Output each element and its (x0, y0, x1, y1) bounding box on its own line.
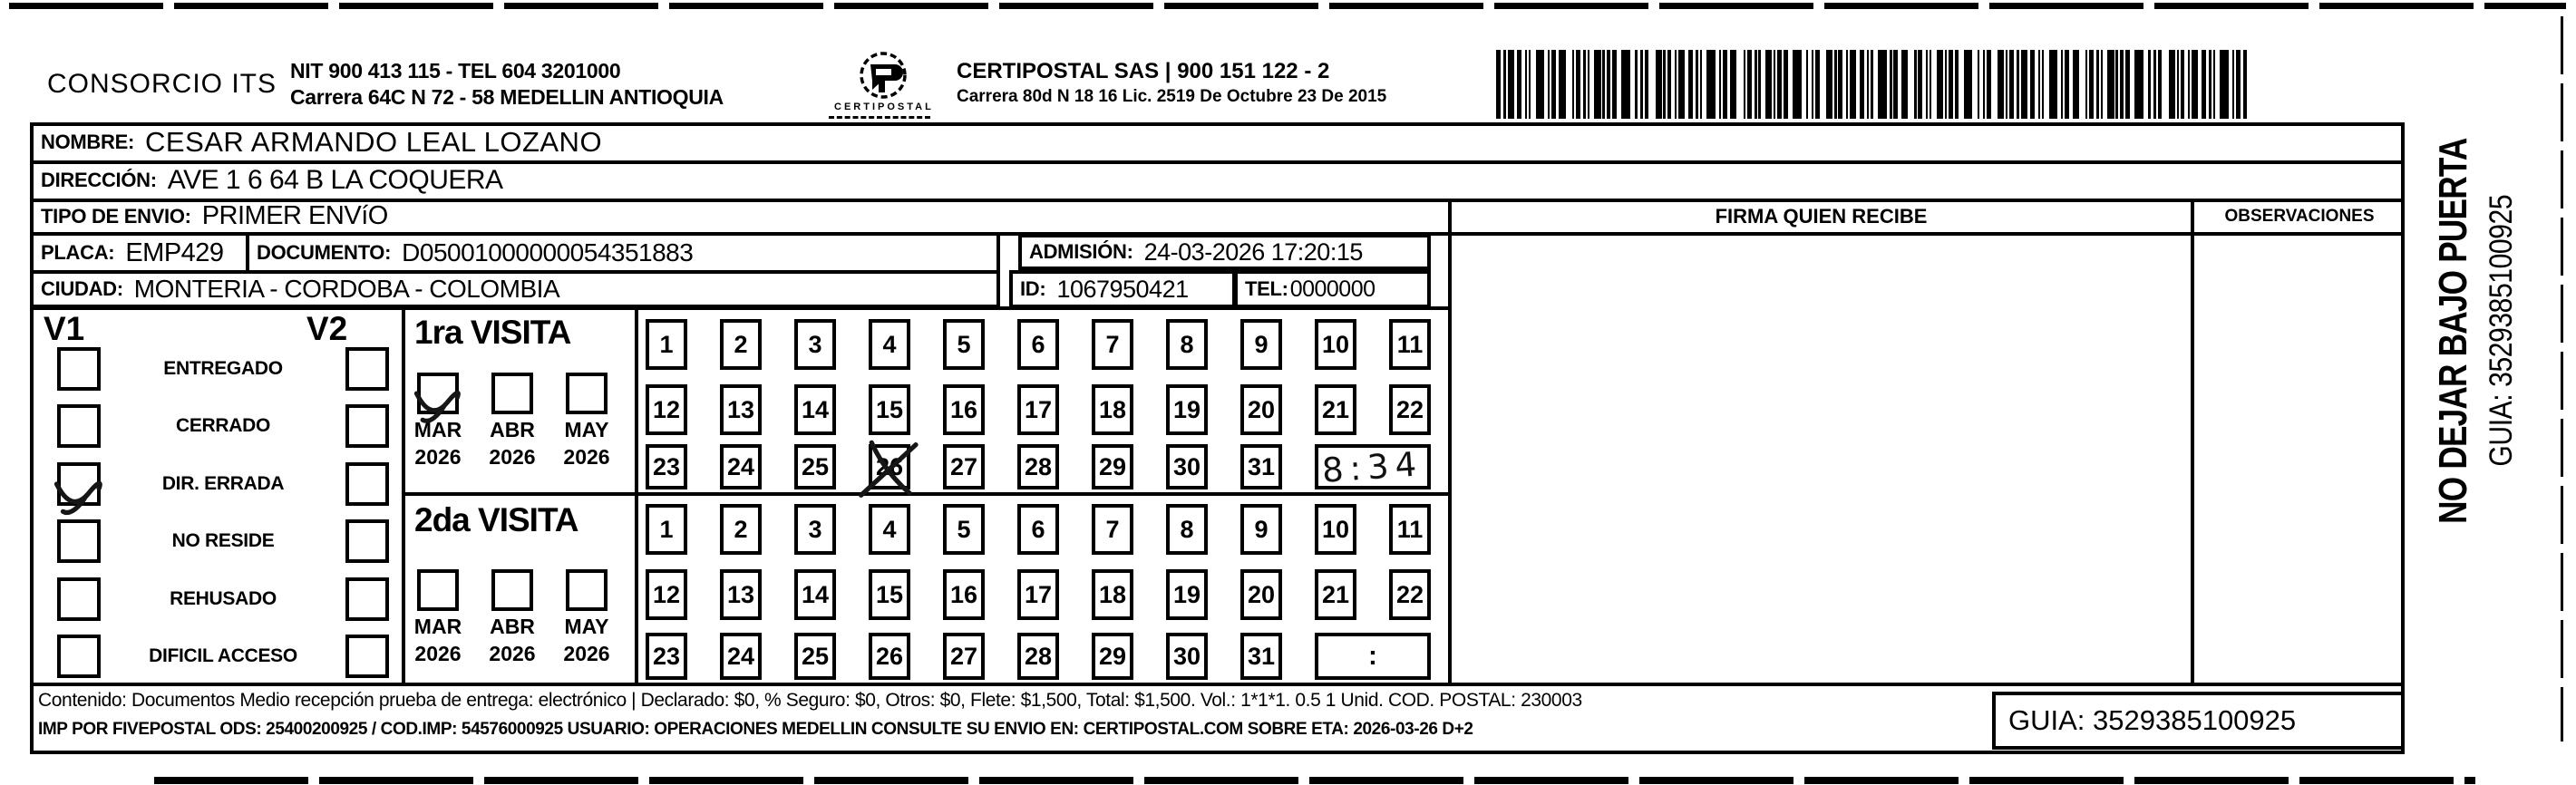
day-cell-9: 9 (1240, 504, 1282, 555)
barcode-bar (1719, 50, 1721, 119)
day-cell-4: 4 (869, 504, 910, 555)
barcode-bar (2232, 50, 2234, 119)
v1-checkbox-dir-errada (57, 462, 101, 506)
month-checkbox-mar (417, 569, 459, 611)
barcode-bar (1878, 50, 1887, 119)
v1-checkbox-rehusado (57, 577, 101, 621)
v1-checkbox-cerrado (57, 404, 101, 448)
handwritten-check-mark (413, 369, 462, 418)
day-cell-11: 11 (1389, 504, 1431, 555)
barcode-bar (2085, 50, 2087, 119)
day-cell-2: 2 (720, 504, 762, 555)
barcode-bar (2177, 50, 2179, 119)
day-cell-19: 19 (1166, 384, 1208, 435)
day-cell-29: 29 (1092, 633, 1133, 680)
barcode-bar (1838, 50, 1842, 119)
v2-checkbox-cerrado (345, 404, 389, 448)
day-row-3 (646, 633, 1431, 680)
barcode-bar (2213, 50, 2215, 119)
barcode-bar (1602, 50, 1604, 119)
day-cell-6: 6 (1017, 504, 1059, 555)
time-box-colon: : (1368, 641, 1377, 671)
barcode-bar (1758, 50, 1760, 119)
barcode-bar (1955, 50, 1959, 119)
barcode-bar (1850, 50, 1856, 119)
barcode-bar (1583, 50, 1585, 119)
barcode-bar (1926, 50, 1928, 119)
certipostal-logo (834, 51, 934, 121)
barcode-bar (1978, 50, 1979, 119)
day-cell-22: 22 (1389, 569, 1431, 620)
first-visit-title: 1ra VISITA (414, 314, 571, 351)
barcode-bar (1635, 50, 1637, 119)
v1-checkbox-entregado (57, 347, 101, 391)
scan-line-bottom (154, 777, 2475, 784)
second-visit-months (413, 569, 612, 665)
barcode-bar (2073, 50, 2079, 119)
barcode-bar (1777, 50, 1782, 119)
footer-line2: IMP POR FIVEPOSTAL ODS: 25400200925 / COD.IMP: 54576000925 USUARIO: OPERACIONES MEDELLIN CONSULTE SU ENVIO EN: CERTIPOSTAL.COM SOBRE ETA: 2026-03-26 D+2 (38, 720, 1473, 739)
day-cell-3: 3 (794, 504, 836, 555)
day-cell-10: 10 (1315, 319, 1356, 370)
v2-checkbox-entregado (345, 347, 389, 391)
barcode-bar (2115, 50, 2117, 119)
barcode-bar (1730, 50, 1736, 119)
barcode-bar (1706, 50, 1716, 119)
admision-value: 24-03-2026 17:20:15 (1143, 237, 1363, 266)
id-label: ID: (1020, 277, 1046, 300)
status-row-cerrado (34, 404, 402, 448)
sender-address: Carrera 64C N 72 - 58 MEDELLIN ANTIOQUIA (290, 85, 724, 109)
day-cell-18: 18 (1092, 569, 1133, 620)
day-cell-17: 17 (1017, 384, 1059, 435)
barcode-bar (1945, 50, 1947, 119)
barcode-bar (2243, 50, 2247, 119)
day-cell-11: 11 (1389, 319, 1431, 370)
month-year-label: 2026 (489, 642, 536, 665)
day-cell-27: 27 (943, 444, 985, 489)
barcode-bar (1548, 50, 1550, 119)
tel-label: TEL: (1245, 277, 1288, 300)
barcode-bar (2120, 50, 2124, 119)
nombre-row (34, 124, 2400, 160)
month-year-label: 2026 (414, 642, 462, 665)
month-label: MAR (413, 418, 462, 441)
barcode-bar (1765, 50, 1772, 119)
day-row-2 (646, 384, 1431, 435)
barcode-bar (2192, 50, 2198, 119)
barcode-bar (1551, 50, 1556, 119)
barcode-bar (2049, 50, 2058, 119)
barcode-bar (1645, 50, 1649, 119)
tipo-envio-value: PRIMER ENVíO (201, 201, 388, 230)
nombre-label: NOMBRE: (41, 131, 135, 153)
barcode-bar (1930, 50, 1931, 119)
barcode-bar (2153, 50, 2155, 119)
day-cell-7: 7 (1092, 504, 1133, 555)
day-row-1 (646, 504, 1431, 555)
day-cell-8: 8 (1166, 319, 1208, 370)
barcode-bar (1784, 50, 1788, 119)
barcode-bar (1667, 50, 1672, 119)
barcode-bar (1559, 50, 1565, 119)
barcode-bar (1867, 50, 1869, 119)
day-cell-13: 13 (720, 384, 762, 435)
day-cell-12: 12 (646, 384, 687, 435)
day-cell-3: 3 (794, 319, 836, 370)
month-option-may (561, 373, 612, 469)
day-cell-31: 31 (1240, 444, 1282, 489)
documento-box (246, 232, 1000, 274)
ciudad-value: MONTERIA - CORDOBA - COLOMBIA (133, 275, 560, 303)
day-cell-20: 20 (1240, 384, 1282, 435)
month-checkbox-mar (417, 373, 459, 414)
documento-value: D05001000000054351883 (402, 238, 694, 267)
certipostal-logo-caption: CERTIPOSTAL (834, 102, 934, 112)
day-cell-5: 5 (943, 319, 985, 370)
barcode-bar (1860, 50, 1864, 119)
time-box (1315, 633, 1431, 680)
day-cell-29: 29 (1092, 444, 1133, 489)
status-label: NO RESIDE (171, 530, 275, 552)
day-cell-21: 21 (1315, 384, 1356, 435)
nombre-value: CESAR ARMANDO LEAL LOZANO (145, 126, 603, 158)
day-cell-24: 24 (720, 633, 762, 680)
documento-label: DOCUMENTO: (257, 241, 392, 264)
barcode-bar (2038, 50, 2040, 119)
day-cell-10: 10 (1315, 504, 1356, 555)
day-cell-8: 8 (1166, 504, 1208, 555)
month-year-label: 2026 (414, 445, 462, 469)
month-option-abr (487, 373, 538, 469)
month-checkbox-may (566, 569, 608, 611)
barcode-bar (2220, 50, 2229, 119)
barcode-bar (2042, 50, 2044, 119)
barcode-bar (2169, 50, 2175, 119)
status-row-no-reside (34, 519, 402, 563)
operator-address: Carrera 80d N 18 16 Lic. 2519 De Octubre 23 De 2015 (957, 87, 1387, 106)
barcode-bar (2202, 50, 2206, 119)
month-checkbox-abr (491, 373, 533, 414)
barcode-bar (2158, 50, 2163, 119)
guia-box-value: GUIA: 3529385100925 (2008, 704, 2297, 736)
barcode-bar (2006, 50, 2007, 119)
barcode-bar (1723, 50, 1727, 119)
barcode-bar (1525, 50, 1527, 119)
id-value: 1067950421 (1056, 275, 1189, 303)
barcode-bar (1846, 50, 1848, 119)
barcode-bar (2236, 50, 2241, 119)
day-cell-6: 6 (1017, 319, 1059, 370)
barcode-bar (1834, 50, 1836, 119)
barcode-bar (1594, 50, 1600, 119)
day-row-3 (646, 444, 1431, 489)
time-box (1315, 444, 1431, 489)
day-cell-26: 26 (869, 633, 910, 680)
day-cell-14: 14 (794, 569, 836, 620)
status-label: DIFICIL ACCESO (149, 644, 297, 666)
barcode-bar (1675, 50, 1677, 119)
barcode-bar (2009, 50, 2014, 119)
day-cell-17: 17 (1017, 569, 1059, 620)
month-label: ABR (490, 615, 535, 638)
footer-line1: Contenido: Documentos Medio recepción prueba de entrega: electrónico | Declarado: $0, % Seguro: $0, Otros: $0, Flete: $1,500, Total: $1,500. Vol.: 1*1*1. 0.5 1 Unid. COD. POSTAL: 230003 (38, 690, 1582, 711)
observaciones-header: OBSERVACIONES (2224, 206, 2375, 226)
month-option-may (561, 569, 612, 665)
barcode-bar (1503, 50, 1505, 119)
barcode-bar (1893, 50, 1898, 119)
placa-box (30, 232, 249, 274)
barcode-bar (1640, 50, 1642, 119)
operator-name: CERTIPOSTAL SAS | 900 151 122 - 2 (957, 59, 1330, 83)
certipostal-logo-rule (829, 116, 930, 119)
day-cell-22: 22 (1389, 384, 1431, 435)
barcode-bar (1496, 50, 1501, 119)
day-cell-24: 24 (720, 444, 762, 489)
status-label: REHUSADO (170, 587, 277, 609)
v1-column-header: V1 (44, 310, 85, 347)
firma-header: FIRMA QUIEN RECIBE (1715, 204, 1928, 228)
barcode-bar (1517, 50, 1521, 119)
ciudad-label: CIUDAD: (41, 277, 123, 300)
day-cell-4: 4 (869, 319, 910, 370)
v2-checkbox-rehusado (345, 577, 389, 621)
sender-contact-block (290, 58, 724, 111)
barcode-bar (2188, 50, 2190, 119)
status-row-rehusado (34, 577, 402, 621)
day-cell-30: 30 (1166, 444, 1208, 489)
barcode-bar (2021, 50, 2027, 119)
barcode-bar (1812, 50, 1813, 119)
admision-label: ADMISIÓN: (1029, 240, 1133, 263)
barcode-bar (1621, 50, 1630, 119)
barcode-bar (1774, 50, 1775, 119)
barcode-bar (1826, 50, 1832, 119)
barcode-bar (2030, 50, 2035, 119)
day-cell-20: 20 (1240, 569, 1282, 620)
status-row-dificil-acceso (34, 635, 402, 678)
day-row-2 (646, 569, 1431, 620)
day-cell-2: 2 (720, 319, 762, 370)
day-cell-14: 14 (794, 384, 836, 435)
barcode-bar (1536, 50, 1545, 119)
barcode-bar (2134, 50, 2143, 119)
status-label: CERRADO (175, 415, 271, 437)
month-option-mar (413, 373, 463, 469)
status-label: ENTREGADO (163, 358, 283, 379)
barcode-bar (1918, 50, 1922, 119)
day-cell-15: 15 (869, 384, 910, 435)
day-cell-9: 9 (1240, 319, 1282, 370)
barcode-bar (1663, 50, 1665, 119)
month-checkbox-abr (491, 569, 533, 611)
barcode-bar (1806, 50, 1808, 119)
barcode-bar (2209, 50, 2211, 119)
barcode-bar (1949, 50, 1953, 119)
certipostal-logo-icon (847, 51, 916, 102)
barcode-bar (2107, 50, 2114, 119)
month-label: MAR (413, 615, 462, 638)
day-cell-23: 23 (646, 444, 687, 489)
tipo-envio-row (34, 200, 1444, 232)
tel-value: 0000000 (1289, 276, 1375, 302)
barcode-bar (2101, 50, 2103, 119)
day-cell-23: 23 (646, 633, 687, 680)
barcode-bar (1700, 50, 1702, 119)
day-cell-30: 30 (1166, 633, 1208, 680)
barcode-bar (2089, 50, 2094, 119)
side-guia-text: GUIA: 3529385100925 (2484, 195, 2519, 467)
direccion-value: AVE 1 6 64 B LA COQUERA (167, 165, 503, 195)
barcode-bar (1678, 50, 1685, 119)
day-cell-15: 15 (869, 569, 910, 620)
firma-blank-area (1452, 236, 2187, 683)
barcode-bar (1529, 50, 1531, 119)
day-cell-26: 26 (869, 444, 910, 489)
barcode-bar (1572, 50, 1574, 119)
admision-box (1018, 234, 1431, 270)
day-cell-7: 7 (1092, 319, 1133, 370)
operator-block (957, 58, 1386, 109)
scan-line-right (2561, 16, 2563, 741)
sender-company-name: CONSORCIO ITS (47, 69, 277, 99)
barcode-bar (2061, 50, 2063, 119)
day-cell-5: 5 (943, 504, 985, 555)
month-option-abr (487, 569, 538, 665)
second-visit-section (405, 496, 1448, 684)
barcode-bar (1987, 50, 1991, 119)
day-cell-16: 16 (943, 569, 985, 620)
day-cell-1: 1 (646, 504, 687, 555)
month-year-label: 2026 (489, 445, 536, 469)
day-cell-25: 25 (794, 633, 836, 680)
v2-column-header: V2 (306, 310, 348, 347)
barcode-bar (1508, 50, 1514, 119)
barcode-bar (1914, 50, 1916, 119)
sender-nit-tel: NIT 900 413 115 - TEL 604 3201000 (290, 59, 621, 82)
day-cell-19: 19 (1166, 569, 1208, 620)
status-row-dir-errada (34, 462, 402, 506)
barcode-bar (2181, 50, 2185, 119)
barcode-bar (1696, 50, 1697, 119)
barcode-bar (2125, 50, 2130, 119)
barcode-bar (1890, 50, 1891, 119)
status-row-entregado (34, 347, 402, 391)
day-cell-27: 27 (943, 633, 985, 680)
second-visit-title: 2da VISITA (414, 501, 578, 538)
barcode-bar (1747, 50, 1752, 119)
barcode-bar (1793, 50, 1802, 119)
barcode-bar (1607, 50, 1611, 119)
day-cell-25: 25 (794, 444, 836, 489)
month-year-label: 2026 (563, 445, 610, 469)
month-option-mar (413, 569, 463, 665)
placa-label: PLACA: (41, 241, 115, 264)
barcode-bar (1576, 50, 1580, 119)
tipo-envio-label: TIPO DE ENVIO: (41, 204, 191, 228)
barcode-bar (1744, 50, 1745, 119)
month-checkbox-may (566, 373, 608, 414)
side-warning-text: NO DEJAR BAJO PUERTA (2431, 138, 2475, 524)
barcode-bar (1937, 50, 1943, 119)
barcode-bar (1901, 50, 1908, 119)
handwritten-time-annotation: 8:34 (1321, 443, 1424, 490)
day-cell-21: 21 (1315, 569, 1356, 620)
month-label: MAY (564, 418, 609, 441)
barcode-bar (2148, 50, 2150, 119)
placa-value: EMP429 (125, 237, 224, 267)
first-visit-section (405, 312, 1448, 492)
day-cell-18: 18 (1092, 384, 1133, 435)
v1-checkbox-dificil-acceso (57, 635, 101, 678)
day-cell-1: 1 (646, 319, 687, 370)
handwritten-check-mark (53, 459, 104, 509)
day-cell-31: 31 (1240, 633, 1282, 680)
scan-line-top (9, 3, 2566, 9)
barcode-bar (1964, 50, 1973, 119)
day-cell-12: 12 (646, 569, 687, 620)
day-cell-16: 16 (943, 384, 985, 435)
observaciones-blank-area (2194, 236, 2401, 683)
guia-box (1992, 692, 2405, 750)
barcode-bar (2096, 50, 2098, 119)
barcode (1496, 50, 2247, 119)
v2-checkbox-dificil-acceso (345, 635, 389, 678)
first-visit-months (413, 373, 612, 469)
barcode-bar (1656, 50, 1662, 119)
day-cell-13: 13 (720, 569, 762, 620)
tel-box (1234, 270, 1431, 308)
delivery-status-panel (34, 347, 402, 678)
day-cell-28: 28 (1017, 633, 1059, 680)
barcode-bar (2065, 50, 2069, 119)
month-label: MAY (564, 615, 609, 638)
barcode-bar (1983, 50, 1985, 119)
month-year-label: 2026 (563, 642, 610, 665)
v2-checkbox-dir-errada (345, 462, 389, 506)
v1-checkbox-no-reside (57, 519, 101, 563)
barcode-bar (1815, 50, 1820, 119)
barcode-bar (1871, 50, 1872, 119)
barcode-bar (1998, 50, 2004, 119)
barcode-bar (1755, 50, 1756, 119)
direccion-row (34, 162, 2400, 199)
barcode-bar (1688, 50, 1693, 119)
status-label: DIR. ERRADA (161, 472, 285, 494)
month-label: ABR (490, 418, 535, 441)
id-box (1009, 270, 1236, 308)
barcode-bar (2017, 50, 2018, 119)
day-row-1 (646, 319, 1431, 370)
barcode-bar (1588, 50, 1589, 119)
ciudad-box (30, 270, 1000, 308)
v2-checkbox-no-reside (345, 519, 389, 563)
day-cell-28: 28 (1017, 444, 1059, 489)
side-note-rotated (2403, 118, 2548, 544)
barcode-bar (1612, 50, 1617, 119)
direccion-label: DIRECCIÓN: (41, 169, 157, 191)
handwritten-strike-mark (865, 441, 914, 493)
